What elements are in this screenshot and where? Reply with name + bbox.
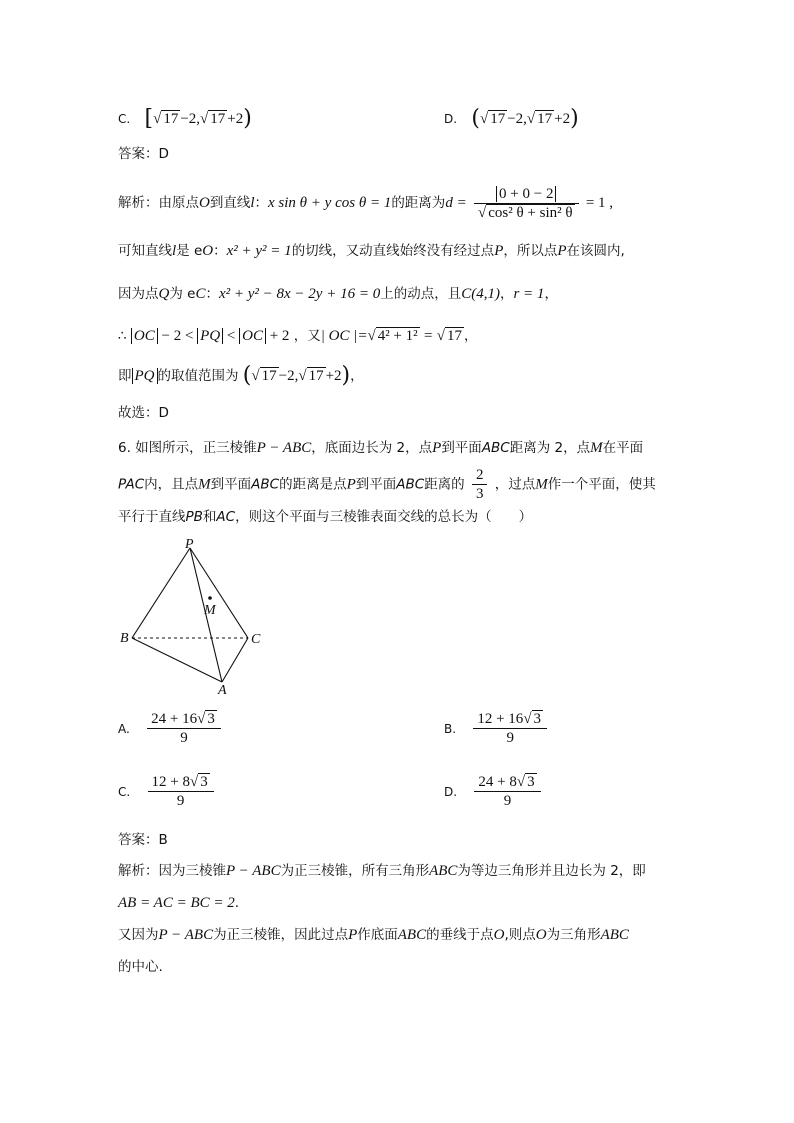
analysis2-line3: 又因为P − ABC为正三棱锥，因此过点P作底面ABC的垂线于点O,则点O为三角形ABC (118, 927, 629, 943)
question6-line3: 平行于直线PB和AC，则这个平面与三棱锥表面交线的总长为（ ） (118, 509, 533, 525)
answer-2: 答案：B (118, 832, 168, 848)
analysis1-line3: 因为点Q为 eC：x² + y² − 8x − 2y + 16 = 0上的动点，且C(4,1)，r = 1， (118, 286, 558, 302)
analysis2-line4: 的中心. (118, 959, 163, 975)
answer-1: 答案：D (118, 146, 169, 162)
edge-ba (132, 638, 222, 682)
option6-a: A. $\frac{24 + 16√ 3}{9}$ (118, 710, 224, 747)
point-m (208, 596, 212, 600)
analysis2-line2: AB = AC = BC = 2. (118, 895, 240, 911)
option6-d: D. $\frac{24 + 8√ 3}{9}$ (444, 773, 544, 810)
option6-b: B. $\frac{12 + 16√ 3}{9}$ (444, 710, 550, 747)
label-b: B (120, 631, 129, 646)
question6-line1: 6. 如图所示，正三棱锥P − ABC，底面边长为 2，点P到平面ABC距离为 2，点M在平面 (118, 440, 644, 456)
question6-line2: PAC内，且点M到平面ABC的距离是点P到平面ABC距离的 $\frac{2}{3}$ ，过点M作一个平面，使其 (118, 467, 656, 502)
edge-pc (190, 548, 248, 638)
label-p: P (185, 537, 194, 552)
analysis1-line4: ∴ OC − 2 < PQ < OC + 2 ，又| OC |=√ 4² + 1² = √ 17 ， (118, 328, 478, 344)
label-c: C (251, 632, 261, 647)
option6-c: C. $\frac{12 + 8√ 3}{9}$ (118, 773, 217, 810)
choice-1: 故选：D (118, 405, 169, 421)
analysis1-line5: 即 PQ 的取值范围为 (√ 17 −2,√ 17 +2)， (118, 363, 364, 388)
pyramid-figure (112, 536, 272, 696)
label-a: A (218, 683, 227, 696)
analysis1-line2: 可知直线l是 eO：x² + y² = 1的切线，又动直线始终没有经过点P，所以点P在该圆内, (118, 243, 625, 259)
analysis2-line1: 解析：因为三棱锥P − ABC为正三棱锥，所有三角形ABC为等边三角形并且边长为 2，即 (118, 863, 646, 879)
edge-pb (132, 548, 190, 638)
label-m: M (204, 603, 216, 618)
option-c: C. [√ 17 −2,√ 17 +2) (118, 106, 252, 131)
analysis1-line1: 解析：由原点O到直线l：x sin θ + y cos θ = 1的距离为d = $\frac{0 + 0 - 2}{\text{√ cos² θ + sin² θ}}$ = 1 , (118, 185, 614, 221)
option-d: D. (√ 17 −2,√ 17 +2) (444, 106, 579, 131)
edge-ca (222, 638, 248, 682)
